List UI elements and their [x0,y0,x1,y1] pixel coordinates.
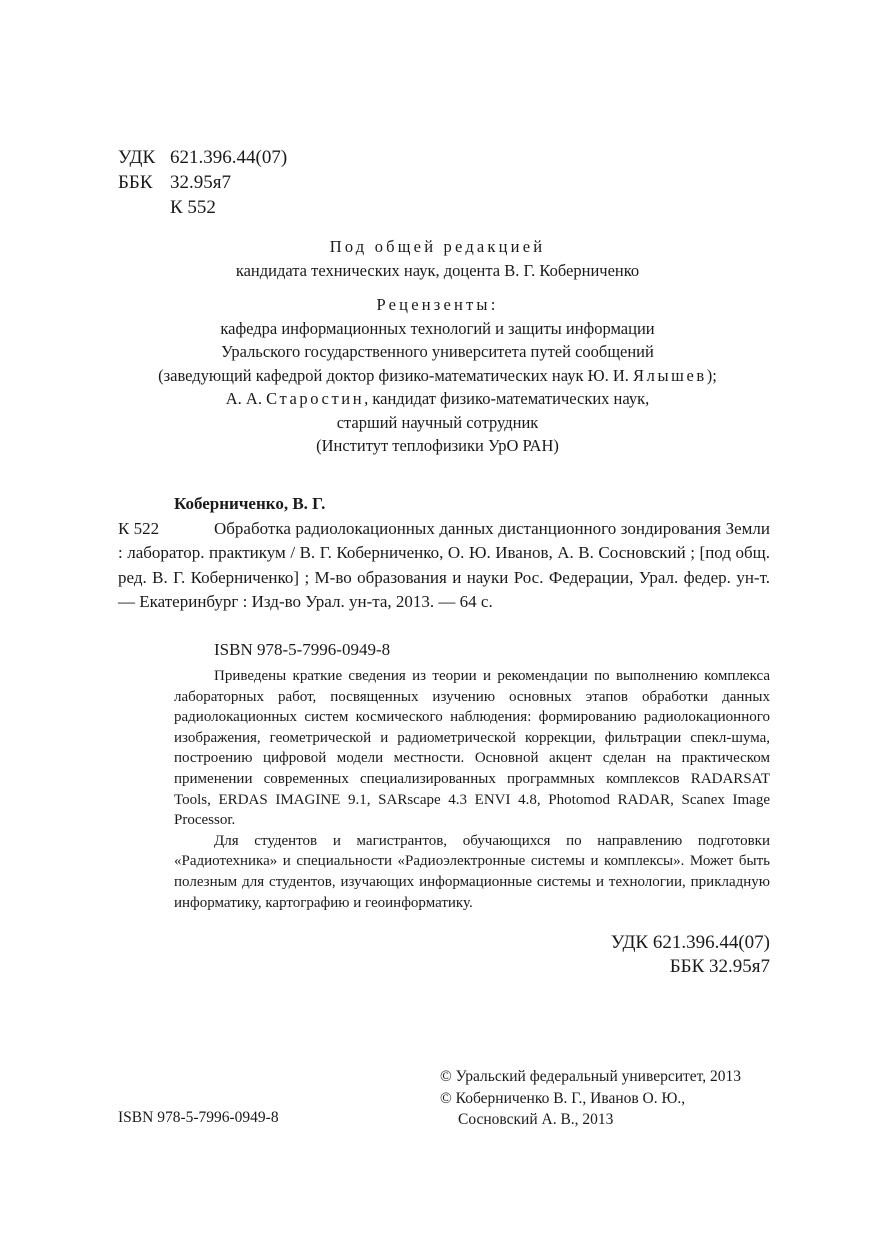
record-description: Обработка радиолокационных данных дистанционного зондирования Земли : лаборатор. практикум / В. Г. Коберниченко, О. Ю. Иванов, А. В. Сосновский ; [под общ. ред. В. Г. Коберниченко] ; М-во образования и науки Рос. Федерации, Урал. федер. ун-т. — Екатеринбург : Изд-во Урал. ун-та, 2013. — 64 с. [118,519,770,611]
annotation-paragraph-2: Для студентов и магистрантов, обучающихся по направлению подготовки «Радиотехника» и специальности «Радиоэлектронные системы и комплексы». Может быть полезным для студентов, изучающих информационные системы и технологии, прикладную информатику, картографию и геоинформатику. [174,832,770,911]
bbk-bottom: ББК 32.95я7 [669,956,770,977]
annotation-block [174,666,770,913]
copyright-line2: © Коберниченко В. Г., Иванов О. Ю., [440,1089,686,1107]
copyright-block [440,1066,741,1131]
udk-value: 621.396.44(07) [170,147,288,168]
isbn-bottom: ISBN 978-5-7996-0949-8 [118,1109,279,1126]
bbk-value: 32.95я7 [170,172,231,193]
udk-bottom: УДК 621.396.44(07) [610,932,770,953]
copyright-line3: Сосновский А. В., 2013 [458,1111,614,1128]
reviewers-line3-suffix: ); [706,365,717,385]
copyright-line1: © Уральский федеральный университет, 2013 [440,1068,742,1085]
reviewers-line5: старший научный сотрудник [336,412,539,432]
bbk-label: ББК [118,172,153,193]
editorial-block [0,235,875,282]
record-block [118,517,770,614]
editorial-editor: кандидата технических наук, доцента В. Г. Коберниченко [235,260,640,280]
udk-top [118,146,287,170]
udk-label: УДК [118,147,156,168]
reviewers-heading: Рецензенты: [376,295,499,314]
reviewers-line3 [0,364,875,388]
reviewers-line3-name: Ялышев [633,365,707,385]
reviewers-line6: (Институт теплофизики УрО РАН) [316,436,559,455]
record-isbn: ISBN 978-5-7996-0949-8 [214,640,391,659]
record-author: Коберниченко, В. Г. [174,494,326,513]
author-mark: К 552 [170,197,216,218]
record-index: К 522 [118,519,160,538]
annotation-paragraph-1: Приведены краткие сведения из теории и рекомендации по выполнению комплекса лабораторных работ, посвященных изучению основных этапов обработки данных радиолокационных систем космического наблюдения: формированию радиолокационного изображения, геометрической и радиометрической коррекции, фильтрации спекл-шума, построению цифровой модели местности. Основной акцент сделан на практическом применении современных специализированных программных комплексов RADARSAT Tools, ERDAS IMAGINE 9.1, SARscape 4.3 ENVI 4.8, Photomod RADAR, Scanex Image Processor. [174,668,770,829]
reviewers-line4-suffix: , кандидат физико-математических наук, [364,389,650,408]
editorial-heading: Под общей редакцией [329,237,546,256]
reviewers-line2: Уральского государственного университета путей сообщений [221,342,654,361]
reviewers-block [0,293,875,458]
reviewers-line4 [0,387,875,411]
reviewers-line3-prefix: (заведующий кафедрой доктор физико-математических наук Ю. И. [158,365,629,385]
reviewers-line4-name: Старостин [266,389,365,408]
reviewers-line4-prefix: А. А. [225,389,262,408]
reviewers-line1: кафедра информационных технологий и защиты информации [220,318,655,338]
bbk-top [118,171,231,195]
classification-bottom [611,931,770,979]
